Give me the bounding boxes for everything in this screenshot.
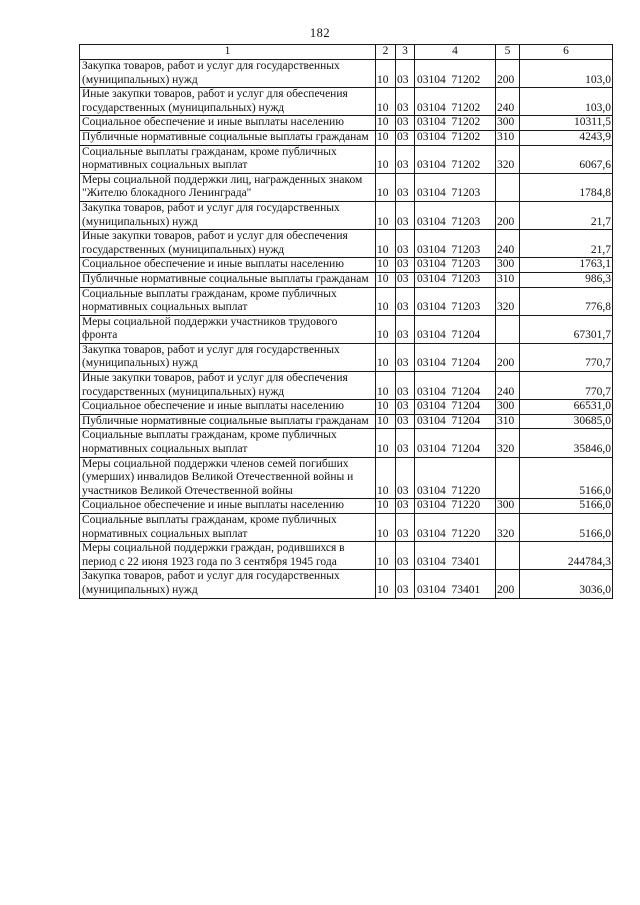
- row-amount-cell: 776,8: [520, 287, 613, 315]
- row-amount-cell: 35846,0: [520, 429, 613, 457]
- row-target-article-cell: 03104 71203: [415, 258, 496, 273]
- table-row: [80, 272, 613, 287]
- row-amount-cell: 5166,0: [520, 499, 613, 514]
- row-name-cell: Меры социальной поддержки членов семей погибших (умерших) инвалидов Великой Отечественной войны и участников Великой Отечественной войны: [80, 457, 376, 499]
- row-target-article-cell: 03104 71204: [415, 429, 496, 457]
- table-row: [80, 116, 613, 131]
- row-name-cell: Меры социальной поддержки участников трудового фронта: [80, 315, 376, 343]
- table-row: [80, 173, 613, 201]
- row-amount-cell: 21,7: [520, 201, 613, 229]
- row-target-article-cell: 03104 71202: [415, 116, 496, 131]
- row-section-cell: 10: [376, 173, 396, 201]
- table-row: [80, 60, 613, 88]
- row-name-cell: Публичные нормативные социальные выплаты гражданам: [80, 272, 376, 287]
- row-target-article-cell: 03104 71204: [415, 343, 496, 371]
- header-cell-name: 1: [80, 45, 376, 60]
- header-cell-subsection: 3: [396, 45, 415, 60]
- row-target-article-cell: 03104 71204: [415, 372, 496, 400]
- row-expense-type-cell: 320: [496, 429, 520, 457]
- row-target-article-cell: 03104 73401: [415, 570, 496, 598]
- table-row: [80, 542, 613, 570]
- header-row: [80, 45, 613, 60]
- row-section-cell: 10: [376, 343, 396, 371]
- row-section-cell: 10: [376, 499, 396, 514]
- table-row: [80, 258, 613, 273]
- row-section-cell: 10: [376, 414, 396, 429]
- header-cell-section: 2: [376, 45, 396, 60]
- row-amount-cell: 67301,7: [520, 315, 613, 343]
- row-section-cell: 10: [376, 400, 396, 415]
- row-expense-type-cell: 200: [496, 570, 520, 598]
- row-expense-type-cell: [496, 542, 520, 570]
- row-subsection-cell: 03: [396, 272, 415, 287]
- row-name-cell: Закупка товаров, работ и услуг для государственных (муниципальных) нужд: [80, 570, 376, 598]
- row-name-cell: Иные закупки товаров, работ и услуг для обеспечения государственных (муниципальных) нужд: [80, 372, 376, 400]
- row-target-article-cell: 03104 71202: [415, 60, 496, 88]
- table-row: [80, 499, 613, 514]
- row-subsection-cell: 03: [396, 145, 415, 173]
- table-row: [80, 130, 613, 145]
- row-subsection-cell: 03: [396, 514, 415, 542]
- row-subsection-cell: 03: [396, 315, 415, 343]
- row-expense-type-cell: 240: [496, 372, 520, 400]
- row-section-cell: 10: [376, 372, 396, 400]
- row-expense-type-cell: 300: [496, 116, 520, 131]
- header-cell-amount: 6: [520, 45, 613, 60]
- row-subsection-cell: 03: [396, 570, 415, 598]
- table-row: [80, 315, 613, 343]
- row-expense-type-cell: 310: [496, 414, 520, 429]
- row-amount-cell: 5166,0: [520, 514, 613, 542]
- row-section-cell: 10: [376, 201, 396, 229]
- row-amount-cell: 103,0: [520, 60, 613, 88]
- row-expense-type-cell: 300: [496, 499, 520, 514]
- row-expense-type-cell: 200: [496, 201, 520, 229]
- table-row: [80, 570, 613, 598]
- row-target-article-cell: 03104 71203: [415, 287, 496, 315]
- row-target-article-cell: 03104 71204: [415, 414, 496, 429]
- header-cell-target-article: 4: [415, 45, 496, 60]
- table-row: [80, 400, 613, 415]
- table-row: [80, 201, 613, 229]
- row-name-cell: Социальное обеспечение и иные выплаты населению: [80, 499, 376, 514]
- row-expense-type-cell: [496, 315, 520, 343]
- row-expense-type-cell: 320: [496, 287, 520, 315]
- row-target-article-cell: 03104 71220: [415, 514, 496, 542]
- table-row: [80, 514, 613, 542]
- row-subsection-cell: 03: [396, 201, 415, 229]
- row-expense-type-cell: [496, 457, 520, 499]
- table-row: [80, 372, 613, 400]
- row-subsection-cell: 03: [396, 287, 415, 315]
- row-name-cell: Меры социальной поддержки граждан, родившихся в период с 22 июня 1923 года по 3 сентября 1945 года: [80, 542, 376, 570]
- row-subsection-cell: 03: [396, 60, 415, 88]
- row-name-cell: Социальные выплаты гражданам, кроме публичных нормативных социальных выплат: [80, 145, 376, 173]
- row-amount-cell: 4243,9: [520, 130, 613, 145]
- row-subsection-cell: 03: [396, 258, 415, 273]
- header-cell-expense-type: 5: [496, 45, 520, 60]
- row-target-article-cell: 03104 71204: [415, 315, 496, 343]
- row-name-cell: Меры социальной поддержки лиц, награжденных знаком "Жителю блокадного Ленинграда": [80, 173, 376, 201]
- row-expense-type-cell: 320: [496, 514, 520, 542]
- row-name-cell: Социальные выплаты гражданам, кроме публичных нормативных социальных выплат: [80, 429, 376, 457]
- row-name-cell: Закупка товаров, работ и услуг для государственных (муниципальных) нужд: [80, 343, 376, 371]
- row-name-cell: Социальное обеспечение и иные выплаты населению: [80, 400, 376, 415]
- table-row: [80, 145, 613, 173]
- row-subsection-cell: 03: [396, 116, 415, 131]
- row-target-article-cell: 03104 71202: [415, 145, 496, 173]
- row-target-article-cell: 03104 71203: [415, 272, 496, 287]
- row-expense-type-cell: 240: [496, 230, 520, 258]
- row-amount-cell: 5166,0: [520, 457, 613, 499]
- row-section-cell: 10: [376, 457, 396, 499]
- row-section-cell: 10: [376, 116, 396, 131]
- row-subsection-cell: 03: [396, 429, 415, 457]
- row-name-cell: Публичные нормативные социальные выплаты гражданам: [80, 414, 376, 429]
- row-expense-type-cell: [496, 173, 520, 201]
- row-target-article-cell: 03104 71220: [415, 457, 496, 499]
- row-amount-cell: 6067,6: [520, 145, 613, 173]
- row-amount-cell: 1784,8: [520, 173, 613, 201]
- row-expense-type-cell: 200: [496, 60, 520, 88]
- row-amount-cell: 770,7: [520, 372, 613, 400]
- row-subsection-cell: 03: [396, 414, 415, 429]
- row-section-cell: 10: [376, 60, 396, 88]
- table-row: [80, 343, 613, 371]
- row-amount-cell: 30685,0: [520, 414, 613, 429]
- row-subsection-cell: 03: [396, 173, 415, 201]
- row-subsection-cell: 03: [396, 542, 415, 570]
- row-section-cell: 10: [376, 145, 396, 173]
- table-row: [80, 429, 613, 457]
- row-expense-type-cell: 300: [496, 258, 520, 273]
- row-amount-cell: 1763,1: [520, 258, 613, 273]
- row-subsection-cell: 03: [396, 130, 415, 145]
- row-target-article-cell: 03104 71220: [415, 499, 496, 514]
- table-row: [80, 88, 613, 116]
- row-subsection-cell: 03: [396, 230, 415, 258]
- row-section-cell: 10: [376, 258, 396, 273]
- row-expense-type-cell: 310: [496, 130, 520, 145]
- row-target-article-cell: 03104 71202: [415, 88, 496, 116]
- row-section-cell: 10: [376, 88, 396, 116]
- row-target-article-cell: 03104 71203: [415, 173, 496, 201]
- row-amount-cell: 66531,0: [520, 400, 613, 415]
- row-expense-type-cell: 240: [496, 88, 520, 116]
- row-target-article-cell: 03104 71204: [415, 400, 496, 415]
- row-name-cell: Социальные выплаты гражданам, кроме публичных нормативных социальных выплат: [80, 287, 376, 315]
- row-target-article-cell: 03104 71203: [415, 201, 496, 229]
- row-name-cell: Иные закупки товаров, работ и услуг для обеспечения государственных (муниципальных) нужд: [80, 230, 376, 258]
- row-section-cell: 10: [376, 272, 396, 287]
- table-row: [80, 230, 613, 258]
- budget-table: [79, 44, 613, 599]
- row-section-cell: 10: [376, 315, 396, 343]
- row-section-cell: 10: [376, 130, 396, 145]
- row-amount-cell: 21,7: [520, 230, 613, 258]
- row-subsection-cell: 03: [396, 372, 415, 400]
- page-number: 182: [309, 26, 331, 40]
- row-section-cell: 10: [376, 542, 396, 570]
- row-amount-cell: 3036,0: [520, 570, 613, 598]
- row-subsection-cell: 03: [396, 343, 415, 371]
- row-section-cell: 10: [376, 514, 396, 542]
- row-subsection-cell: 03: [396, 88, 415, 116]
- row-amount-cell: 10311,5: [520, 116, 613, 131]
- row-target-article-cell: 03104 71203: [415, 230, 496, 258]
- row-name-cell: Социальное обеспечение и иные выплаты населению: [80, 116, 376, 131]
- row-name-cell: Публичные нормативные социальные выплаты гражданам: [80, 130, 376, 145]
- row-target-article-cell: 03104 73401: [415, 542, 496, 570]
- row-amount-cell: 244784,3: [520, 542, 613, 570]
- row-name-cell: Закупка товаров, работ и услуг для государственных (муниципальных) нужд: [80, 60, 376, 88]
- row-subsection-cell: 03: [396, 457, 415, 499]
- row-target-article-cell: 03104 71202: [415, 130, 496, 145]
- table-row: [80, 414, 613, 429]
- row-expense-type-cell: 300: [496, 400, 520, 415]
- row-amount-cell: 103,0: [520, 88, 613, 116]
- row-section-cell: 10: [376, 287, 396, 315]
- row-name-cell: Иные закупки товаров, работ и услуг для обеспечения государственных (муниципальных) нужд: [80, 88, 376, 116]
- table-body: [80, 60, 613, 599]
- row-amount-cell: 770,7: [520, 343, 613, 371]
- row-subsection-cell: 03: [396, 499, 415, 514]
- row-name-cell: Социальные выплаты гражданам, кроме публичных нормативных социальных выплат: [80, 514, 376, 542]
- row-name-cell: Социальное обеспечение и иные выплаты населению: [80, 258, 376, 273]
- row-section-cell: 10: [376, 230, 396, 258]
- row-section-cell: 10: [376, 429, 396, 457]
- row-amount-cell: 986,3: [520, 272, 613, 287]
- row-expense-type-cell: 310: [496, 272, 520, 287]
- table-row: [80, 287, 613, 315]
- row-subsection-cell: 03: [396, 400, 415, 415]
- row-expense-type-cell: 200: [496, 343, 520, 371]
- row-section-cell: 10: [376, 570, 396, 598]
- row-name-cell: Закупка товаров, работ и услуг для государственных (муниципальных) нужд: [80, 201, 376, 229]
- row-expense-type-cell: 320: [496, 145, 520, 173]
- table-row: [80, 457, 613, 499]
